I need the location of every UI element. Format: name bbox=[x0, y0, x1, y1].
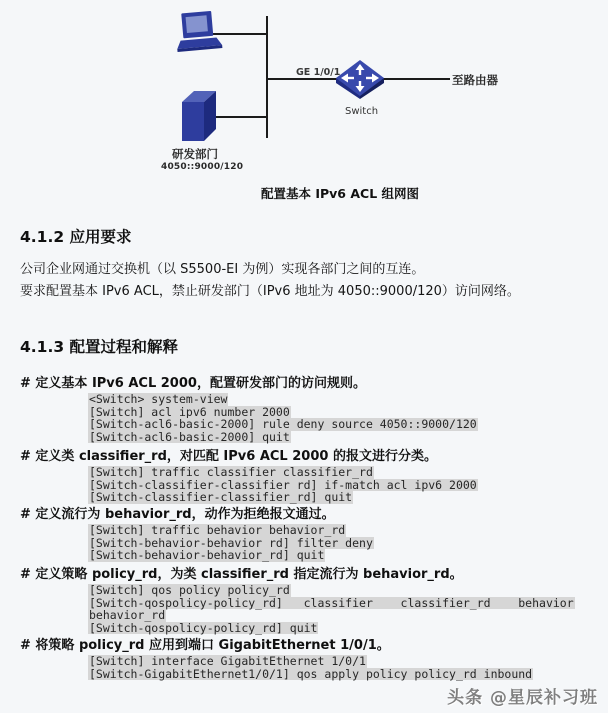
step-comment: # 定义流行为 behavior_rd，动作为拒绝报文通过。 bbox=[20, 507, 335, 522]
pc-icon bbox=[174, 8, 224, 58]
dept-label: 研发部门 bbox=[172, 147, 218, 161]
code-line: behavior_rd bbox=[89, 608, 166, 622]
code-line: [Switch-acl6-basic-2000] rule deny source 4050::9000/120 bbox=[89, 417, 477, 431]
config-step-5 bbox=[20, 634, 595, 679]
watermark-toutiao: 头条 @星辰补习班 bbox=[447, 688, 598, 708]
switch-label: Switch bbox=[345, 106, 379, 117]
step-comment: # 定义类 classifier_rd，对匹配 IPv6 ACL 2000 的报文进行分类。 bbox=[20, 449, 437, 464]
code-line: [Switch] interface GigabitEthernet 1/0/1 bbox=[89, 654, 366, 668]
code-line: [Switch-behavior-behavior_rd] quit bbox=[89, 548, 325, 562]
code-line: [Switch] qos policy policy_rd bbox=[89, 583, 290, 597]
step-comment: # 定义基本 IPv6 ACL 2000，配置研发部门的访问规则。 bbox=[20, 376, 366, 391]
network-diagram bbox=[0, 0, 608, 212]
step-comment: # 定义策略 policy_rd，为类 classifier_rd 指定流行为 behavior_rd。 bbox=[20, 567, 463, 582]
config-step-4 bbox=[20, 563, 595, 633]
code-line: [Switch-behavior-behavior_rd] filter deny bbox=[89, 535, 373, 550]
code-line: [Switch-qospolicy-policy_rd] classifier classifier_rd behavior bbox=[89, 595, 574, 610]
config-step-1 bbox=[20, 372, 595, 442]
dept-ipv6-address: 4050::9000/120 bbox=[161, 162, 244, 172]
code-line: [Switch-classifier-classifier_rd] if-match acl ipv6 2000 bbox=[89, 477, 477, 492]
diagram-caption: 配置基本 IPv6 ACL 组网图 bbox=[261, 186, 420, 201]
code-line: [Switch] traffic behavior behavior_rd bbox=[89, 523, 346, 537]
server-icon bbox=[178, 88, 220, 146]
code-line: [Switch-GigabitEthernet1/0/1] qos apply policy policy_rd inbound bbox=[89, 666, 533, 681]
section-heading-412: 4.1.2 应用要求 bbox=[20, 228, 132, 246]
to-router-label: 至路由器 bbox=[452, 73, 498, 87]
code-line: [Switch-acl6-basic-2000] quit bbox=[89, 429, 290, 444]
switch-icon bbox=[334, 58, 386, 104]
paragraph-line: 要求配置基本 IPv6 ACL，禁止研发部门（IPv6 地址为 4050::9000/120）访问网络。 bbox=[20, 284, 520, 299]
server-link-line bbox=[215, 116, 266, 118]
config-step-2 bbox=[20, 445, 595, 503]
paragraph-line: 公司企业网通过交换机（以 S5500-EI 为例）实现各部门之间的互连。 bbox=[20, 262, 425, 277]
config-step-3 bbox=[20, 503, 595, 561]
code-line: <Switch> system-view bbox=[89, 392, 228, 406]
code-line: [Switch] acl ipv6 number 2000 bbox=[89, 404, 290, 419]
switch-link-right-line bbox=[380, 78, 450, 80]
code-line: [Switch-classifier-classifier_rd] quit bbox=[89, 490, 353, 504]
ge-port-label: GE 1/0/1 bbox=[296, 67, 341, 78]
section-heading-413: 4.1.3 配置过程和解释 bbox=[20, 338, 179, 356]
step-comment: # 将策略 policy_rd 应用到端口 GigabitEthernet 1/0/1。 bbox=[20, 638, 390, 653]
code-line: [Switch] traffic classifier classifier_rd bbox=[89, 465, 373, 479]
bus-line bbox=[266, 16, 268, 138]
code-line: [Switch-qospolicy-policy_rd] quit bbox=[89, 620, 318, 635]
switch-link-left-line bbox=[268, 78, 340, 80]
